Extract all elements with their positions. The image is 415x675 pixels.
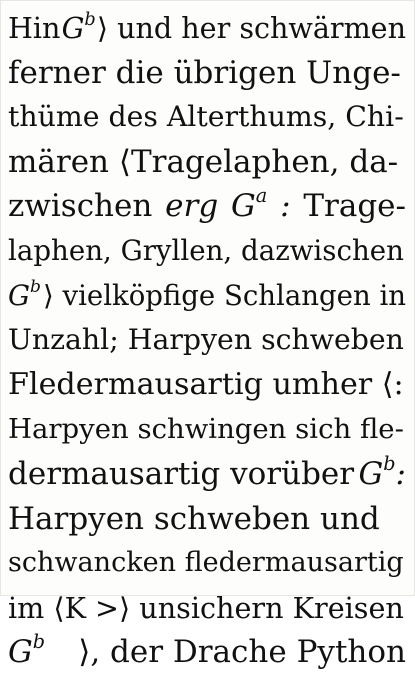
sigla-letter: G bbox=[8, 634, 33, 671]
sigla-superscript: b bbox=[383, 451, 396, 475]
text-line bbox=[8, 363, 406, 408]
word: zwischen bbox=[8, 188, 153, 225]
line-text: Fledermausartig umher ⟨: bbox=[8, 366, 404, 402]
text-line bbox=[8, 140, 406, 185]
text-line bbox=[8, 407, 406, 452]
word: ⟩, der Drache Python bbox=[78, 634, 406, 671]
sigla-letter: G bbox=[8, 279, 31, 312]
text-block bbox=[8, 6, 406, 675]
sigla-superscript: b bbox=[32, 630, 46, 654]
text-line bbox=[8, 51, 406, 96]
text-line bbox=[8, 95, 406, 140]
word: Trage- bbox=[303, 188, 406, 225]
line-text: laphen, Gryllen, dazwischen bbox=[8, 233, 404, 267]
text-line bbox=[8, 586, 406, 631]
sigla-letter: G bbox=[61, 11, 85, 45]
sigla-superscript: b bbox=[84, 9, 96, 30]
text-line bbox=[8, 541, 406, 586]
line-text: thüme des Alterthums, Chi- bbox=[8, 100, 404, 134]
sigla-letter: G bbox=[231, 188, 256, 225]
text-line bbox=[8, 274, 406, 319]
line-text: Harpyen schweben und bbox=[8, 500, 380, 537]
word: ⟩ vielköpfige Schlangen in bbox=[43, 279, 406, 312]
text-line bbox=[8, 6, 406, 51]
sigla bbox=[231, 184, 267, 229]
word: Hin bbox=[8, 11, 61, 45]
line-text: mären ⟨Tragelaphen, da- bbox=[8, 143, 399, 180]
text-line bbox=[8, 497, 406, 542]
colon: : bbox=[280, 188, 291, 225]
word: ⟩ und her schwärmen bbox=[96, 11, 406, 45]
text-line bbox=[8, 452, 406, 497]
sigla-superscript: b bbox=[30, 276, 41, 297]
sigla bbox=[62, 6, 96, 51]
text-line bbox=[8, 630, 406, 675]
line-text: im ⟨K >⟩ unsichern Kreisen bbox=[8, 590, 404, 625]
sigla bbox=[8, 630, 45, 675]
sigla bbox=[8, 274, 41, 319]
text-line bbox=[8, 229, 406, 274]
sigla-letter: G bbox=[358, 455, 384, 492]
sigla-superscript: a bbox=[255, 184, 268, 208]
line-text: ferner die übrigen Unge- bbox=[8, 54, 401, 91]
line-text: Harpyen schwingen sich fle- bbox=[8, 413, 404, 446]
line-text: schwancken fledermausartig bbox=[8, 547, 404, 579]
line-text: Unzahl; Harpyen schweben bbox=[8, 323, 404, 357]
colon: : bbox=[395, 455, 406, 492]
sigla bbox=[358, 452, 406, 497]
word: dermausartig vorüber bbox=[8, 455, 355, 492]
text-line bbox=[8, 318, 406, 363]
editorial-note: erg bbox=[165, 188, 219, 225]
text-line bbox=[8, 184, 406, 229]
